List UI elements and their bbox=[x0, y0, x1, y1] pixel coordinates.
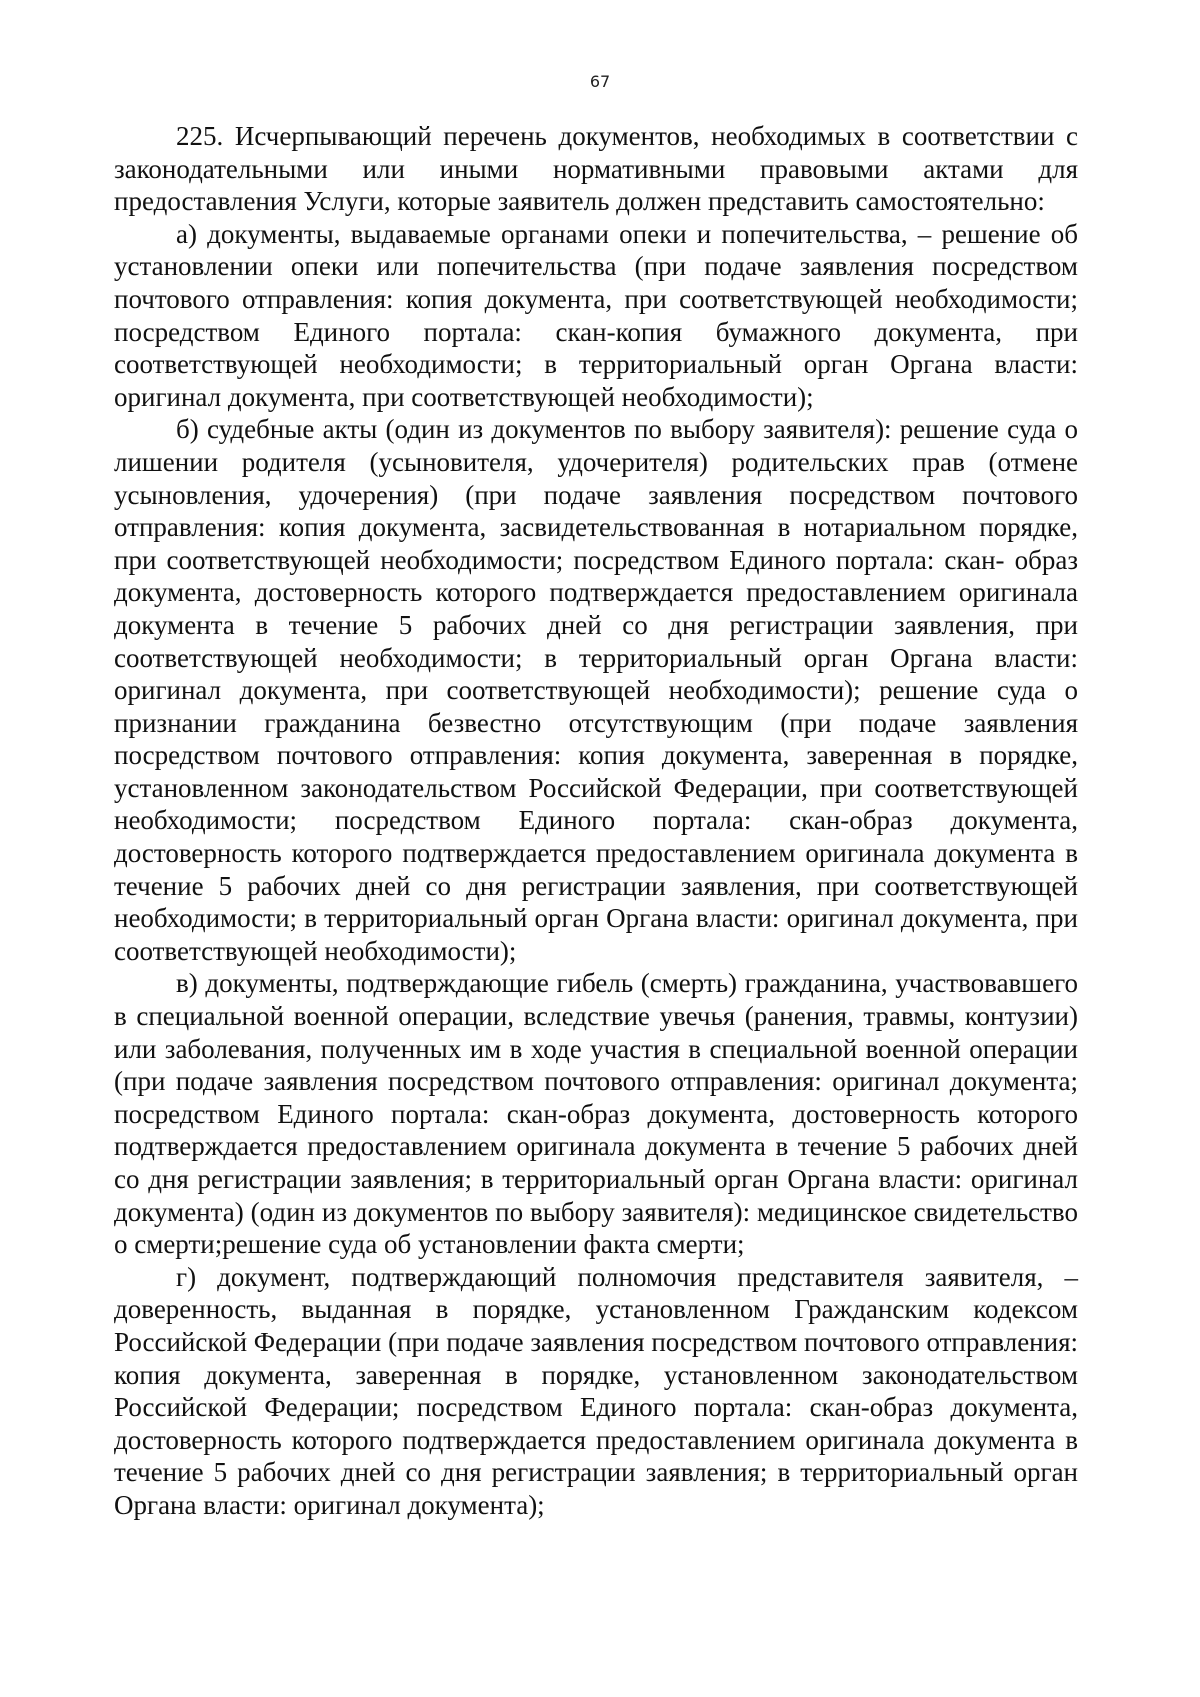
document-body bbox=[114, 120, 1078, 1522]
paragraph-225-intro: 225. Исчерпывающий перечень документов, необходимых в соответствии с законодательными или иными нормативными правовыми актами для предоставления Услуги, которые заявитель должен представить самостоятельно: bbox=[114, 121, 1078, 217]
paragraph-item-g: г) документ, подтверждающий полномочия представителя заявителя, – доверенность, выданная в порядке, установленном Гражданским кодексом Российской Федерации (при подаче заявления посредством почтового отправления: копия документа, заверенная в порядке, установленном законодательством Российской Федерации; посредством Единого портала: скан-образ документа, достоверность которого подтверждается предоставлением оригинала документа в течение 5 рабочих дней со дня регистрации заявления; в территориальный орган Органа власти: оригинал документа); bbox=[114, 1261, 1078, 1520]
paragraph-item-a: а) документы, выдаваемые органами опеки и попечительства, – решение об установлении опеки или попечительства (при подаче заявления посредством почтового отправления: копия документа, при соответствующей необходимости; посредством Единого портала: скан-копия бумажного документа, при соответствующей необходимости; в территориальный орган Органа власти: оригинал документа, при соответствующей необходимости); bbox=[114, 218, 1078, 412]
page-number: 67 bbox=[589, 72, 611, 91]
paragraph-item-v: в) документы, подтверждающие гибель (смерть) гражданина, участвовавшего в специальной военной операции, вследствие увечья (ранения, травмы, контузии) или заболевания, полученных им в ходе участия в специальной военной операции (при подаче заявления посредством почтового отправления: оригинал документа; посредством Единого портала: скан-образ документа, достоверность которого подтверждается предоставлением оригинала документа в течение 5 рабочих дней со дня регистрации заявления; в территориальный орган Органа власти: оригинал документа) (один из документов по выбору заявителя): медицинское свидетельство о смерти;решение суда об установлении факта смерти; bbox=[114, 968, 1078, 1260]
paragraph-item-b: б) судебные акты (один из документов по выбору заявителя): решение суда о лишении родителя (усыновителя, удочерителя) родительских прав (отмене усыновления, удочерения) (при подаче заявления посредством почтового отправления: копия документа, засвидетельствованная в нотариальном порядке, при соответствующей необходимости; посредством Единого портала: скан- образ документа, достоверность которого подтверждается предоставлением оригинала документа в течение 5 рабочих дней со дня регистрации заявления, при соответствующей необходимости; в территориальный орган Органа власти: оригинал документа, при соответствующей необходимости); решение суда о признании гражданина безвестно отсутствующим (при подаче заявления посредством почтового отправления: копия документа, заверенная в порядке, установленном законодательством Российской Федерации, при соответствующей необходимости; посредством Единого портала: скан-образ документа, достоверность которого подтверждается предоставлением оригинала документа в течение 5 рабочих дней со дня регистрации заявления, при соответствующей необходимости; в территориальный орган Органа власти: оригинал документа, при соответствующей необходимости); bbox=[114, 414, 1078, 966]
